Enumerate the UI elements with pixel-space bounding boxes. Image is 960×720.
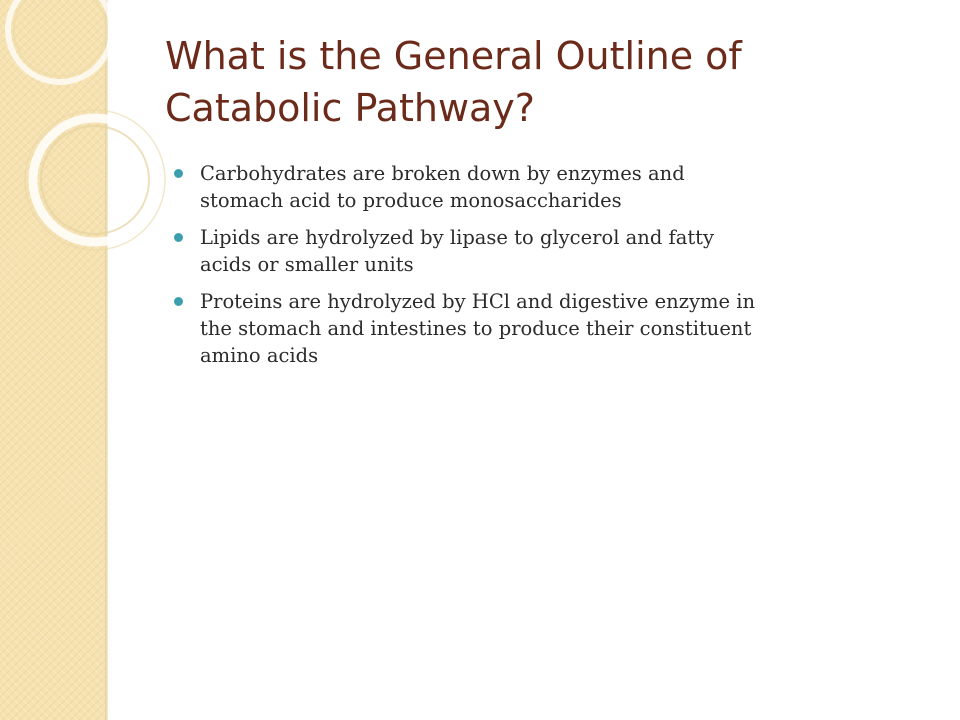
title-line-1: What is the General Outline of — [165, 34, 742, 78]
bullet-line: Carbohydrates are broken down by enzymes and — [200, 162, 685, 185]
bullet-line: acids or smaller units — [200, 253, 414, 276]
bullet-dot-icon — [174, 233, 183, 242]
bullet-item-carbohydrates — [172, 160, 942, 214]
bullet-line: Lipids are hydrolyzed by lipase to glycerol and fatty — [200, 226, 715, 249]
bullet-line: the stomach and intestines to produce their constituent — [200, 317, 752, 340]
bullet-item-lipids — [172, 224, 942, 278]
bullet-item-proteins — [172, 288, 942, 369]
bullet-line: Proteins are hydrolyzed by HCl and digestive enzyme in — [200, 290, 756, 313]
bullet-list — [172, 160, 942, 379]
slide-title — [165, 30, 925, 134]
title-line-2: Catabolic Pathway? — [165, 86, 535, 130]
bullet-dot-icon — [174, 169, 183, 178]
bullet-line: amino acids — [200, 344, 319, 367]
bullet-line: stomach acid to produce monosaccharides — [200, 189, 622, 212]
bullet-dot-icon — [174, 297, 183, 306]
